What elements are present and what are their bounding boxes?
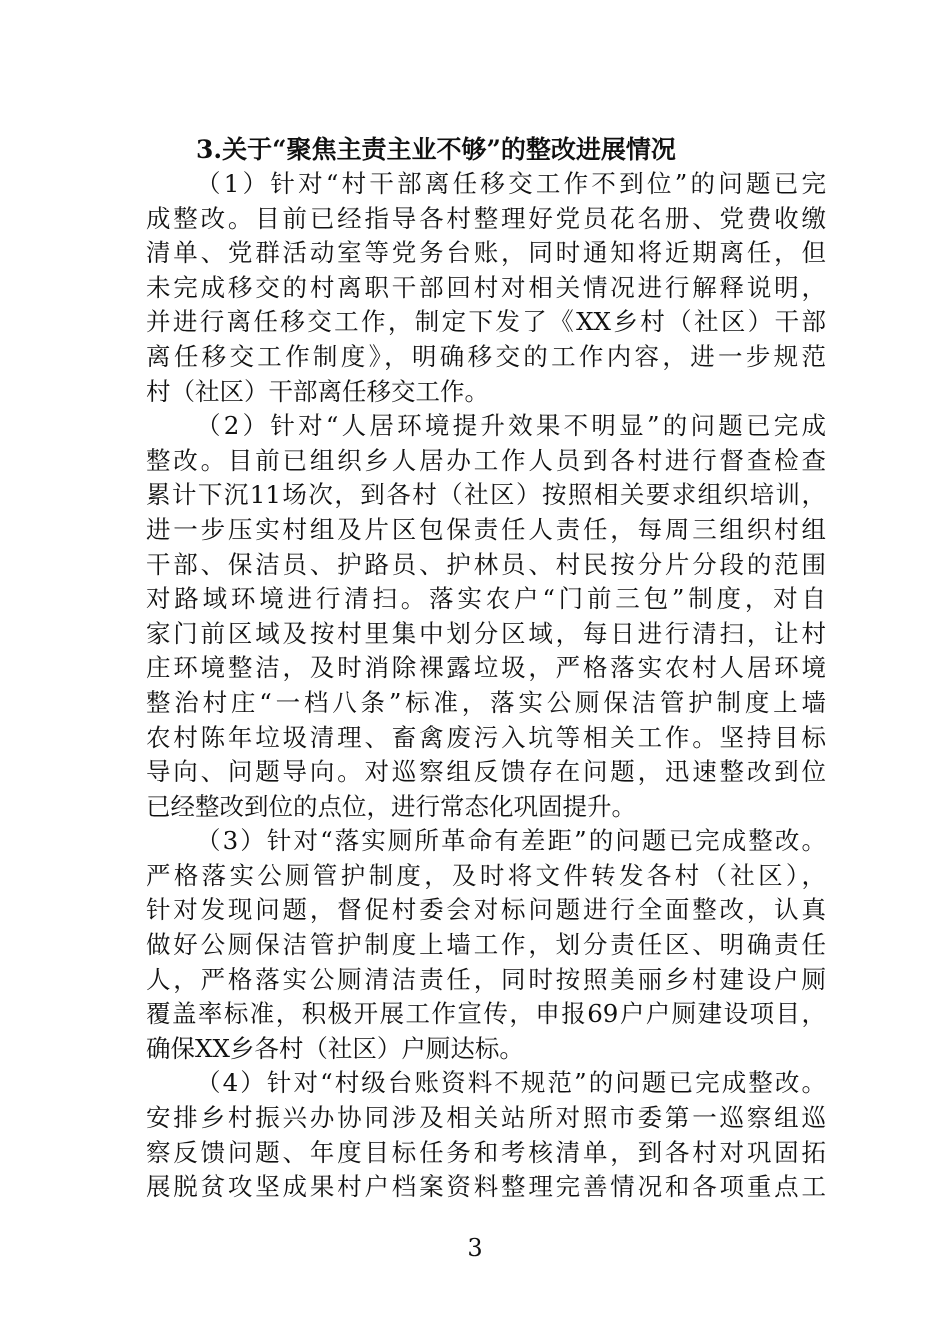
paragraph-2-line: （2）针对“人居环境提升效果不明显”的问题已完成 bbox=[196, 411, 826, 441]
paragraph-3-line: 针对发现问题，督促村委会对标问题进行全面整改，认真 bbox=[146, 895, 826, 925]
paragraph-2-line: 累计下沉11场次，到各村（社区）按照相关要求组织培训， bbox=[146, 480, 826, 510]
paragraph-3-line: 做好公厕保洁管护制度上墙工作，划分责任区、明确责任 bbox=[146, 930, 826, 960]
paragraph-2-line: 干部、保洁员、护路员、护林员、村民按分片分段的范围 bbox=[146, 549, 826, 579]
paragraph-2-line: 整改。目前已组织乡人居办工作人员到各村进行督查检查 bbox=[146, 445, 826, 475]
paragraph-2-line: 农村陈年垃圾清理、畜禽废污入坑等相关工作。坚持目标 bbox=[146, 722, 826, 752]
paragraph-1-line: 清单、党群活动室等党务台账，同时通知将近期离任，但 bbox=[146, 238, 826, 268]
paragraph-2-line: 庄环境整洁，及时消除裸露垃圾，严格落实农村人居环境 bbox=[146, 653, 826, 683]
paragraph-2-line: 已经整改到位的点位，进行常态化巩固提升。 bbox=[146, 791, 636, 821]
paragraph-2-line: 家门前区域及按村里集中划分区域，每日进行清扫，让村 bbox=[146, 618, 826, 648]
paragraph-3-line: 确保XX乡各村（社区）户厕达标。 bbox=[146, 1033, 524, 1063]
paragraph-4-line: 展脱贫攻坚成果村户档案资料整理完善情况和各项重点工 bbox=[146, 1172, 826, 1202]
paragraph-2-line: 对路域环境进行清扫。落实农户“门前三包”制度，对自 bbox=[146, 584, 826, 614]
paragraph-3-line: 人，严格落实公厕清洁责任，同时按照美丽乡村建设户厕 bbox=[146, 964, 826, 994]
paragraph-4-line: （4）针对“村级台账资料不规范”的问题已完成整改。 bbox=[196, 1068, 826, 1098]
paragraph-1-line: 并进行离任移交工作，制定下发了《XX乡村（社区）干部 bbox=[146, 307, 826, 337]
paragraph-4-line: 安排乡村振兴办协同涉及相关站所对照市委第一巡察组巡 bbox=[146, 1103, 826, 1133]
section-heading: 3.关于“聚焦主责主业不够”的整改进展情况 bbox=[196, 135, 676, 164]
page-number: 3 bbox=[467, 1234, 483, 1262]
body-text bbox=[146, 167, 826, 1205]
paragraph-1-line: 未完成移交的村离职干部回村对相关情况进行解释说明， bbox=[146, 272, 826, 302]
paragraph-3-line: （3）针对“落实厕所革命有差距”的问题已完成整改。 bbox=[196, 826, 826, 856]
paragraph-4-line: 察反馈问题、年度目标任务和考核清单，到各村对巩固拓 bbox=[146, 1137, 826, 1167]
paragraph-1-line: 成整改。目前已经指导各村整理好党员花名册、党费收缴 bbox=[146, 203, 826, 233]
paragraph-1-line: 离任移交工作制度》，明确移交的工作内容，进一步规范 bbox=[146, 341, 826, 371]
paragraph-3-line: 覆盖率标准，积极开展工作宣传，申报69户户厕建设项目， bbox=[146, 999, 826, 1029]
paragraph-2-line: 导向、问题导向。对巡察组反馈存在问题，迅速整改到位 bbox=[146, 757, 826, 787]
paragraph-3-line: 严格落实公厕管护制度，及时将文件转发各村（社区）， bbox=[146, 860, 826, 890]
paragraph-1-line: 村（社区）干部离任移交工作。 bbox=[146, 376, 489, 406]
paragraph-2-line: 进一步压实村组及片区包保责任人责任，每周三组织村组 bbox=[146, 514, 826, 544]
paragraph-1-line: （1）针对“村干部离任移交工作不到位”的问题已完 bbox=[196, 169, 826, 198]
paragraph-2-line: 整治村庄“一档八条”标准，落实公厕保洁管护制度上墙 bbox=[146, 687, 826, 717]
